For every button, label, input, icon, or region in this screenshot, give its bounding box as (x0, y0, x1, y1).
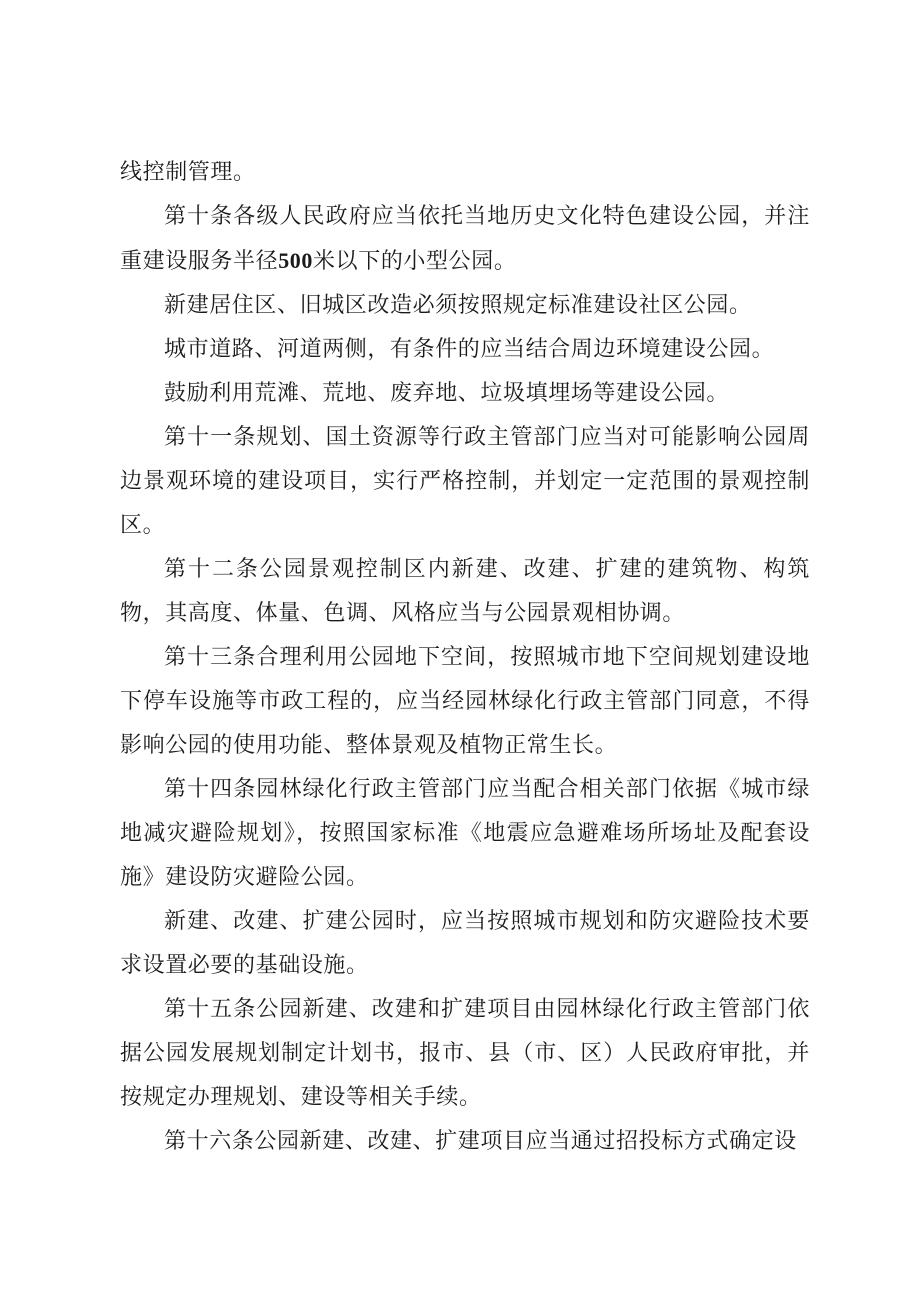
paragraph-article-11: 第十一条规划、国土资源等行政主管部门应当对可能影响公园周边景观环境的建设项目，实行严格控制，并划定一定范围的景观控制区。 (120, 425, 810, 538)
paragraph-roadside-parks: 城市道路、河道两侧，有条件的应当结合周边环境建设公园。 (164, 337, 775, 362)
paragraph-article-16: 第十六条公园新建、改建、扩建项目应当通过招投标方式确定设 (164, 1129, 797, 1154)
document-body (120, 151, 810, 1164)
paragraph-article-12: 第十二条公园景观控制区内新建、改建、扩建的建筑物、构筑物，其高度、体量、色调、风格应当与公园景观相协调。 (120, 557, 810, 626)
paragraph-article-13: 第十三条合理利用公园地下空间，按照城市地下空间规划建设地下停车设施等市政工程的，应当经园林绿化行政主管部门同意，不得影响公园的使用功能、整体景观及植物正常生长。 (120, 645, 810, 758)
paragraph-article-10 (120, 195, 810, 284)
service-radius-number: 500 (278, 248, 314, 273)
paragraph-disaster-facilities: 新建、改建、扩建公园时，应当按照城市规划和防灾避险技术要求设置必要的基础设施。 (120, 909, 810, 978)
paragraph-wasteland-parks: 鼓励利用荒滩、荒地、废弃地、垃圾填埋场等建设公园。 (164, 381, 730, 406)
paragraph-article-14: 第十四条园林绿化行政主管部门应当配合相关部门依据《城市绿地减灾避险规划》，按照国家标准《地震应急避难场所场址及配套设施》建设防灾避险公园。 (120, 777, 810, 890)
paragraph-text-after: 米以下的小型公园。 (313, 249, 517, 274)
paragraph-continued: 线控制管理。 (120, 160, 256, 185)
paragraph-text-before: 第十条各级人民政府应当依托当地历史文化特色建设公园，并注重建设服务半径 (120, 204, 810, 274)
paragraph-residential-parks: 新建居住区、旧城区改造必须按照规定标准建设社区公园。 (164, 293, 752, 318)
paragraph-article-15: 第十五条公园新建、改建和扩建项目由园林绿化行政主管部门依据公园发展规划制定计划书，报市、县（市、区）人民政府审批，并按规定办理规划、建设等相关手续。 (120, 997, 810, 1110)
